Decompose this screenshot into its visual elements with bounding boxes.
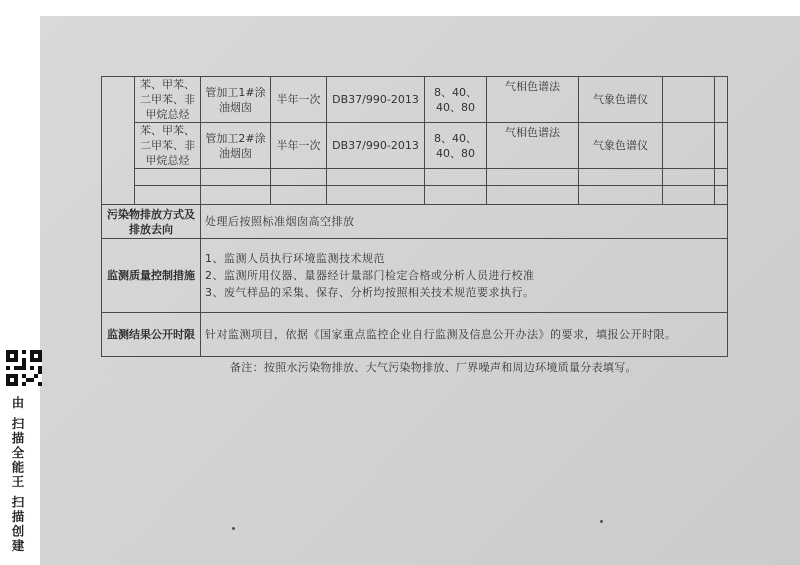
monitoring-point-cell: 管加工2#涂油烟囱: [201, 123, 271, 169]
footnote: 备注：按照水污染物排放、大气污染物排放、厂界噪声和周边环境质量分表填写。: [230, 361, 637, 374]
instrument-cell: 气象色谱仪: [579, 123, 663, 169]
table-row: [102, 123, 728, 169]
frequency-cell: 半年一次: [271, 77, 327, 123]
method-cell: 气相色谱法: [487, 77, 579, 123]
discharge-value: 处理后按照标准烟囱高空排放: [201, 205, 728, 239]
standard-cell: DB37/990-2013: [327, 77, 425, 123]
speck: [232, 527, 235, 530]
frequency-cell: 半年一次: [271, 123, 327, 169]
speck: [600, 520, 603, 523]
table-row: [102, 239, 728, 313]
publication-deadline-label: 监测结果公开时限: [102, 313, 201, 357]
standard-cell: DB37/990-2013: [327, 123, 425, 169]
table-row: [102, 186, 728, 205]
pollutant-cell: 苯、甲苯、二甲苯、非甲烷总烃: [135, 77, 201, 123]
quality-control-label: 监测质量控制措施: [102, 239, 201, 313]
scanner-watermark: 由 扫描全能王 扫描创建: [10, 396, 25, 554]
pollutant-cell: 苯、甲苯、二甲苯、非甲烷总烃: [135, 123, 201, 169]
limit-cell: 8、40、40、80: [425, 123, 487, 169]
table-row: [102, 205, 728, 239]
table-row: [102, 313, 728, 357]
qr-code-icon: [6, 350, 42, 386]
list-item: 2、监测所用仪器、量器经计量部门检定合格或分析人员进行校准: [205, 269, 535, 282]
quality-control-measures: [201, 239, 728, 313]
publication-deadline-value: 针对监测项目，依据《国家重点监控企业自行监测及信息公开办法》的要求，填报公开时限。: [201, 313, 728, 357]
method-cell: 气相色谱法: [487, 123, 579, 169]
table-row: [102, 77, 728, 123]
instrument-cell: 气象色谱仪: [579, 77, 663, 123]
monitoring-table: [101, 76, 728, 357]
discharge-label: 污染物排放方式及排放去向: [102, 205, 201, 239]
monitoring-point-cell: 管加工1#涂油烟囱: [201, 77, 271, 123]
table-row: [102, 169, 728, 186]
list-item: 3、废气样品的采集、保存、分析均按照相关技术规范要求执行。: [205, 286, 535, 299]
list-item: 1、监测人员执行环境监测技术规范: [205, 252, 385, 265]
limit-cell: 8、40、40、80: [425, 77, 487, 123]
